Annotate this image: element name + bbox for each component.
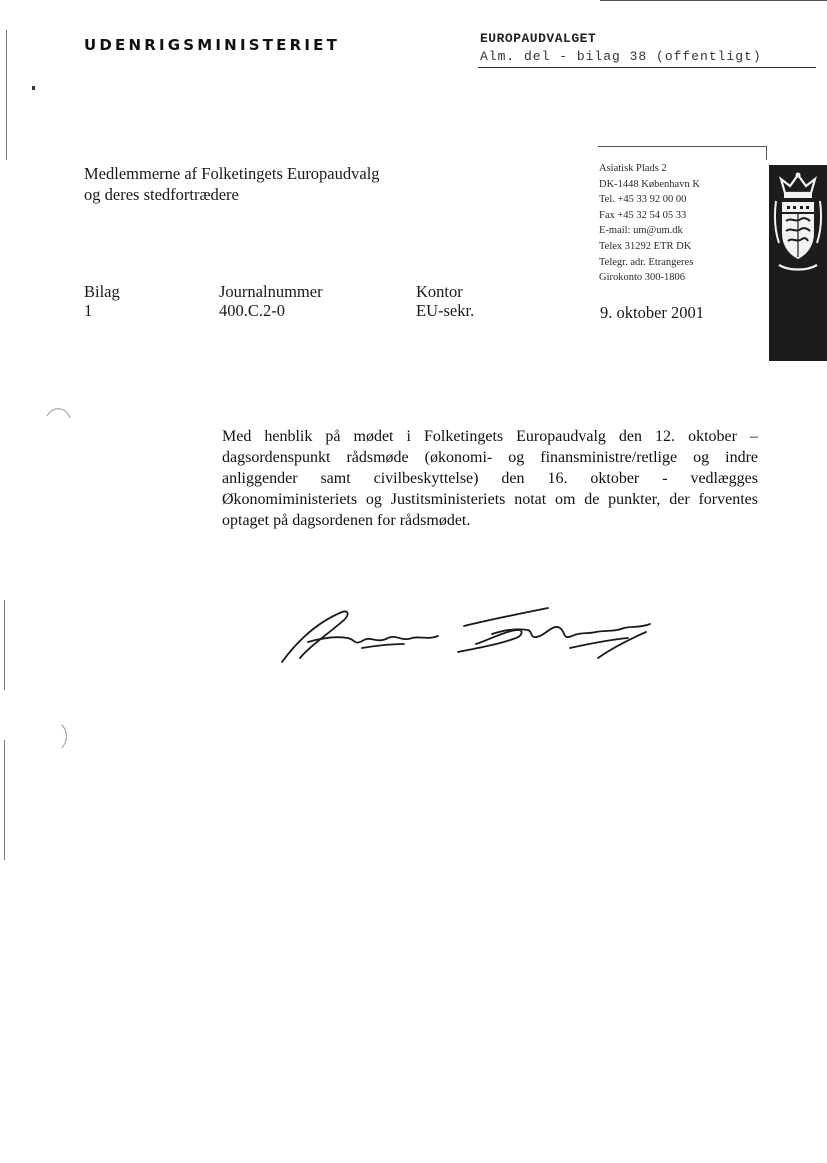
crest-panel [769,165,827,361]
journal-value: 400.C.2-0 [219,301,285,320]
address-block [599,161,700,286]
royal-crest-icon [773,171,823,279]
address-email: E-mail: um@um.dk [599,225,683,237]
kontor-label: Kontor [416,282,463,301]
address-telegram: Telegr. adr. Etrangeres [599,256,694,268]
body-paragraph: Med henblik på mødet i Folketingets Europaudvalg den 12. oktober – dagsordenspunkt rådsmøde (økonomi- og finansministre/retlige og indre anliggender samt civilbeskyttelse) den 16. oktober - vedlægges Økonomiministeriets og Justitsministeriets notat om de punkter, der forventes optaget på dagsordenen for rådsmødet. [222,428,758,529]
kontor-value: EU-sekr. [416,301,475,320]
recipient-line-2: og deres stedfortrædere [84,185,239,204]
address-telex: Telex 31292 ETR DK [599,240,692,252]
address-phone: Tel. +45 33 92 00 00 [599,194,687,206]
top-edge-rule [600,0,827,1]
punch-hole-mark [44,404,74,434]
address-fax: Fax +45 32 54 05 33 [599,209,687,221]
ministry-name: UDENRIGSMINISTERIET [84,36,341,54]
bilag-label: Bilag [84,282,120,301]
address-city: DK-1448 København K [599,178,700,190]
punch-hole-mark [58,722,74,752]
address-giro: Girokonto 300-1806 [599,272,686,284]
stamp-title: EUROPAUDVALGET [480,31,597,46]
margin-mark [4,600,5,690]
recipient-line-1: Medlemmerne af Folketingets Europaudvalg [84,164,380,183]
margin-mark [32,86,35,90]
stamp-underline [478,67,816,68]
recipient-block [84,163,380,205]
address-street: Asiatisk Plads 2 [599,163,667,174]
bilag-value: 1 [84,301,93,320]
margin-mark [6,30,7,160]
stamp-subtitle: Alm. del - bilag 38 (offentligt) [480,49,762,64]
journal-label: Journalnummer [219,282,323,301]
address-frame-line [598,146,766,147]
handwritten-signature [278,600,668,670]
margin-mark [4,740,5,860]
document-date: 9. oktober 2001 [600,303,705,322]
address-frame-corner [766,146,767,160]
